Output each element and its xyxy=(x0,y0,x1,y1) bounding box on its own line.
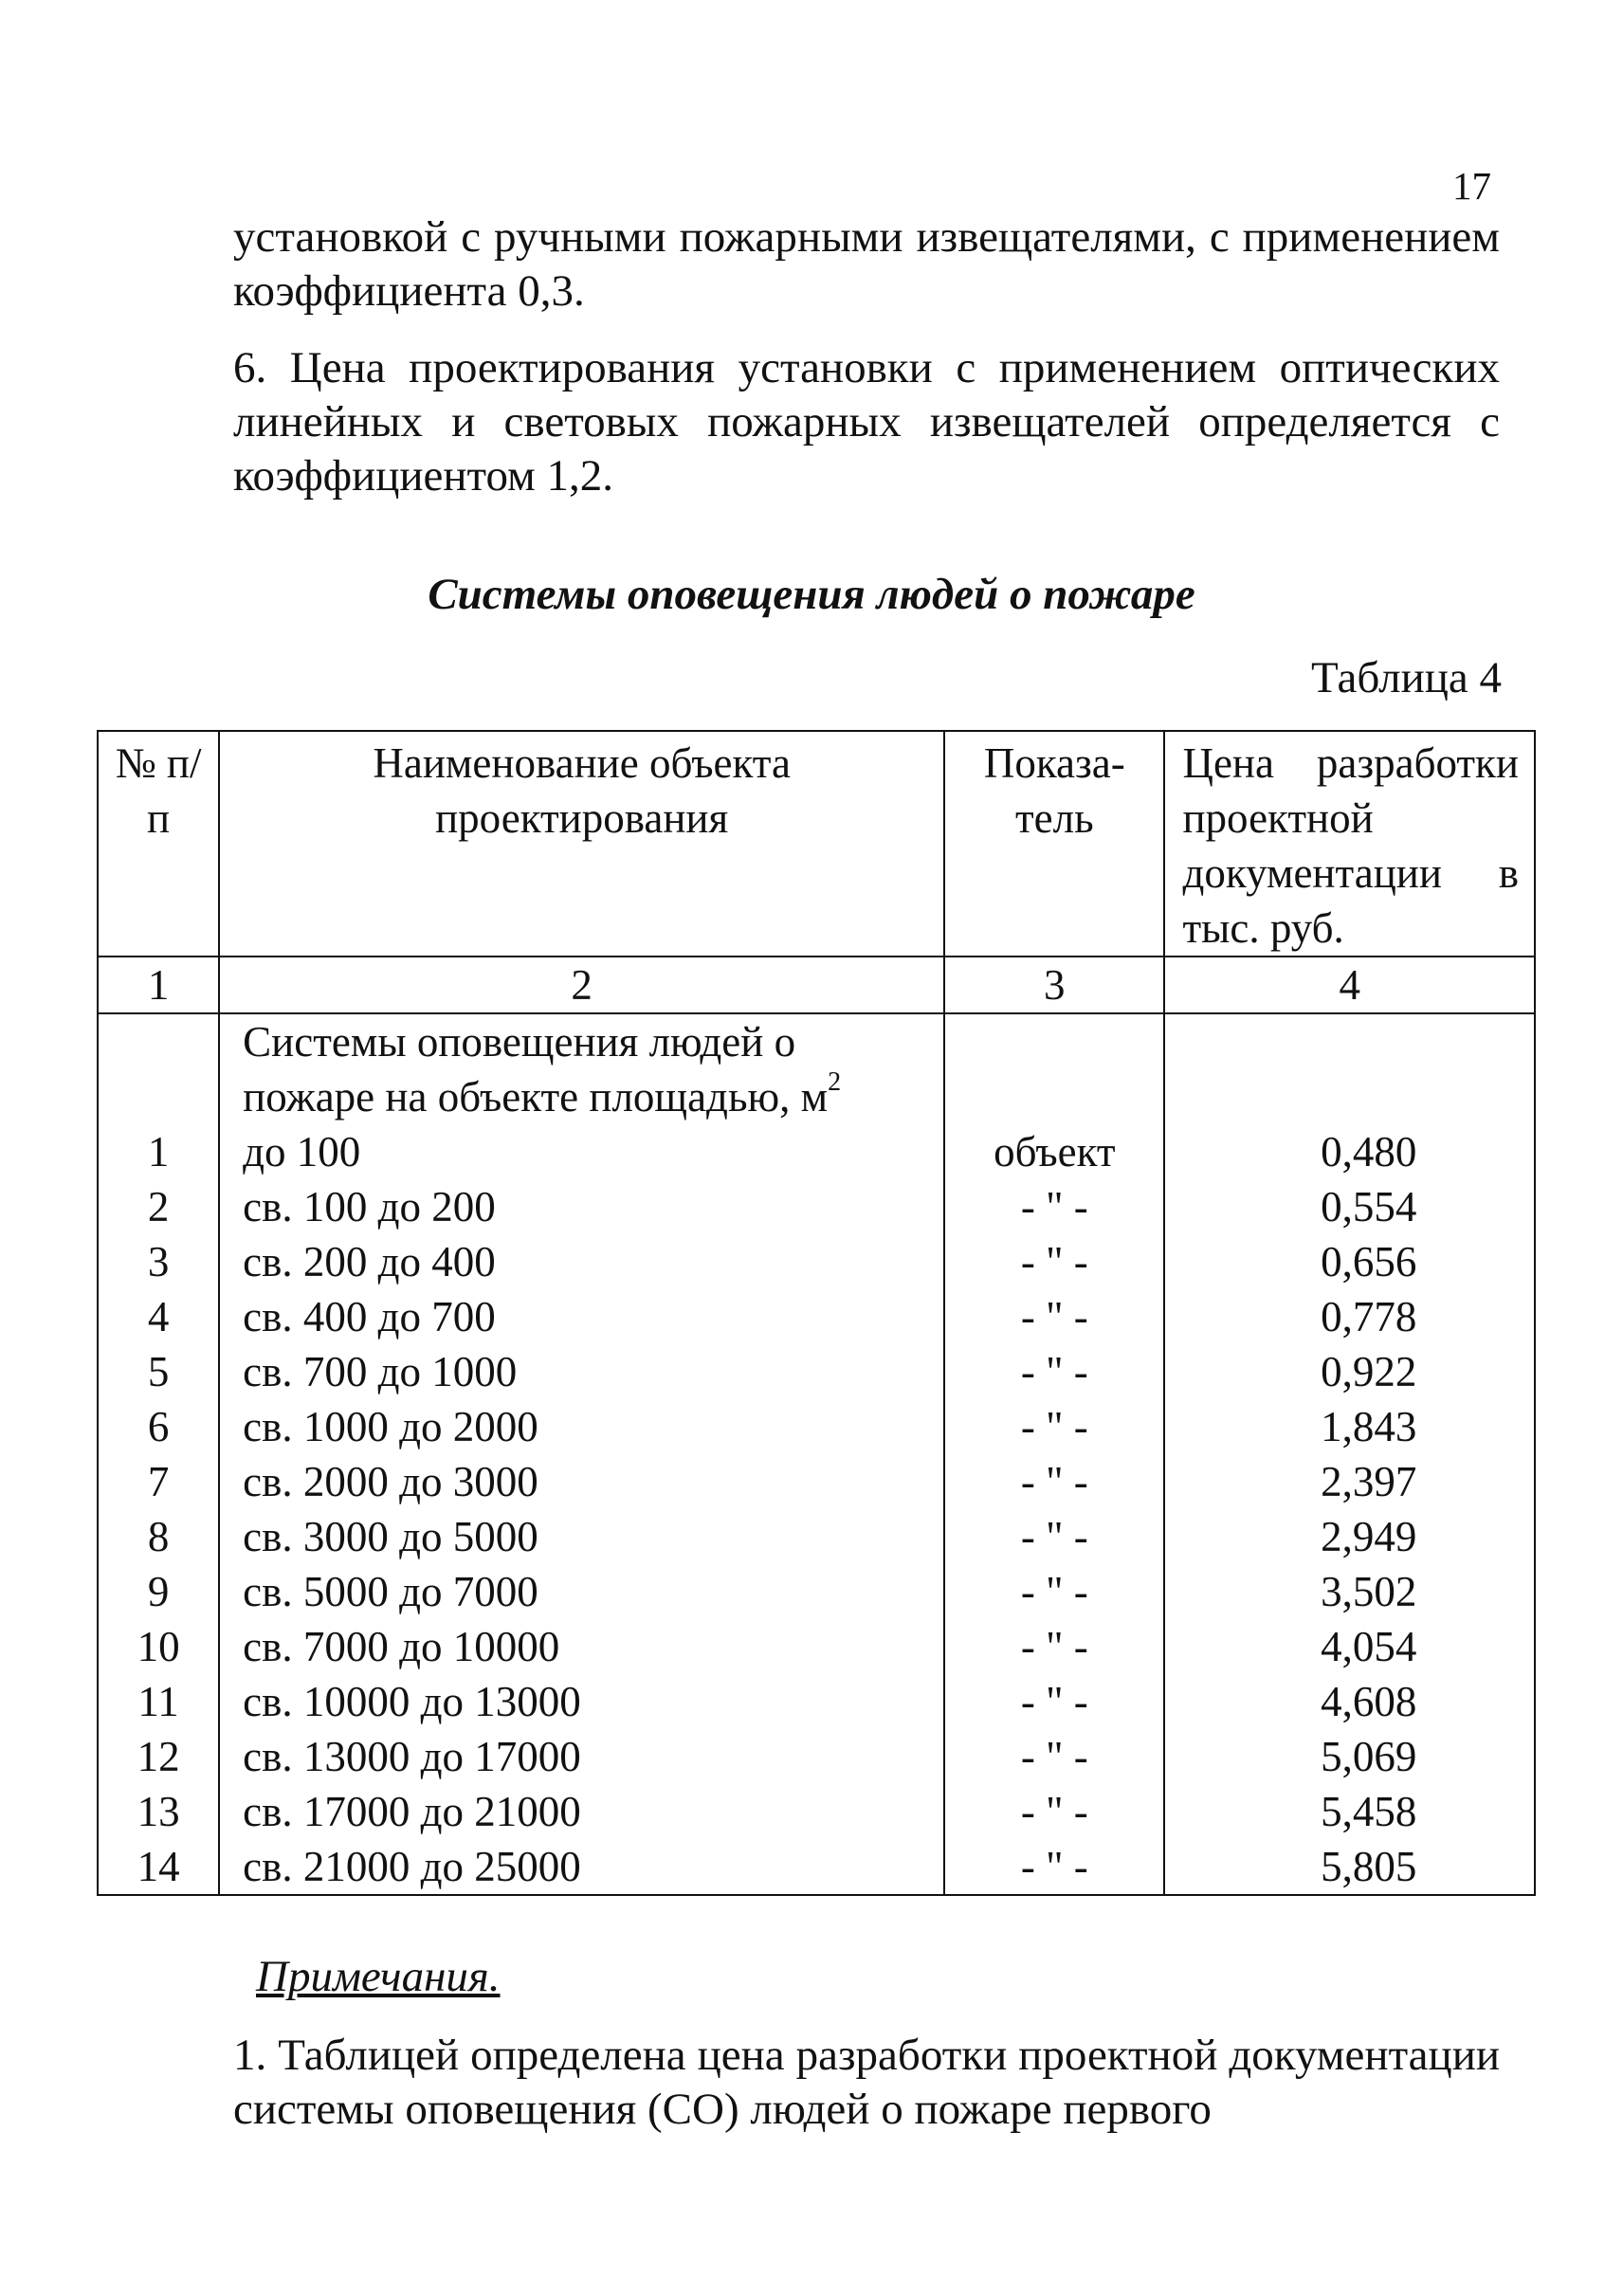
column-number: 4 xyxy=(1164,957,1535,1013)
table-body xyxy=(98,1013,1535,1895)
section-title: Системы оповещения людей о пожаре xyxy=(428,570,1195,619)
row-object-name: св. 10000 до 13000 xyxy=(243,1678,581,1725)
column-number: 2 xyxy=(219,957,944,1013)
row-price: 5,805 xyxy=(1321,1843,1417,1890)
row-object-name: св. 200 до 400 xyxy=(243,1238,496,1285)
group-label: Системы оповещения людей о пожаре на объекте площадью, $м^2$ xyxy=(243,1018,842,1121)
row-price: 4,608 xyxy=(1321,1678,1417,1725)
note-1: 1. Таблицей определена цена разработки проектной документации системы оповещения (СО) людей о пожаре первого xyxy=(233,2031,1500,2134)
row-object-name: св. 17000 до 21000 xyxy=(243,1788,581,1835)
row-price: 0,922 xyxy=(1321,1348,1417,1395)
paragraph-item-6: 6. Цена проектирования установки с применением оптических линейных и световых пожарных извещателей определяется с коэффициентом 1,2. xyxy=(233,343,1500,501)
row-indicator: - " - xyxy=(1020,1733,1088,1780)
header-object-name: Наименование объекта проектирования xyxy=(219,731,944,957)
column-number: 1 xyxy=(98,957,219,1013)
row-price: 5,458 xyxy=(1321,1788,1417,1835)
row-indicator: - " - xyxy=(1020,1293,1088,1340)
row-number: 8 xyxy=(147,1513,170,1560)
column-numbers-row xyxy=(98,957,1535,1013)
row-object-name: св. 100 до 200 xyxy=(243,1183,496,1230)
header-indicator: Показатель xyxy=(944,731,1164,957)
superscript-2: 2 xyxy=(828,1067,842,1097)
row-price: 5,069 xyxy=(1321,1733,1417,1780)
row-indicator: - " - xyxy=(1020,1403,1088,1450)
row-object-name: св. 13000 до 17000 xyxy=(243,1733,581,1780)
row-price: 3,502 xyxy=(1321,1568,1417,1615)
row-indicator: - " - xyxy=(1020,1623,1088,1670)
row-object-name: св. 5000 до 7000 xyxy=(243,1568,538,1615)
row-indicator: - " - xyxy=(1020,1843,1088,1890)
row-number: 10 xyxy=(137,1623,180,1670)
row-object-name: св. 700 до 1000 xyxy=(243,1348,518,1395)
table-header-row xyxy=(98,731,1535,957)
row-number: 4 xyxy=(147,1293,170,1340)
row-number: 13 xyxy=(137,1788,180,1835)
row-object-name: св. 7000 до 10000 xyxy=(243,1623,560,1670)
name-column xyxy=(219,1013,944,1895)
column-number: 3 xyxy=(944,957,1164,1013)
header-price: Цена разработки проектной документации в тыс. руб. xyxy=(1164,731,1535,957)
row-price: 0,656 xyxy=(1321,1238,1417,1285)
row-number: 3 xyxy=(147,1238,170,1285)
price-column xyxy=(1164,1013,1535,1895)
row-object-name: св. 3000 до 5000 xyxy=(243,1513,538,1560)
row-price: 2,397 xyxy=(1321,1458,1417,1505)
row-number: 12 xyxy=(137,1733,180,1780)
row-price: 2,949 xyxy=(1321,1513,1417,1560)
paragraph-continuation: установкой с ручными пожарными извещателями, с применением коэффициента 0,3. xyxy=(233,212,1500,316)
row-number: 5 xyxy=(147,1348,170,1395)
table-label: Таблица 4 xyxy=(1310,653,1502,702)
row-indicator: - " - xyxy=(1020,1513,1088,1560)
row-price: 0,480 xyxy=(1321,1128,1417,1175)
row-indicator: - " - xyxy=(1020,1183,1088,1230)
page-number: 17 xyxy=(1452,164,1491,208)
header-number: № п/п xyxy=(98,731,219,957)
price-table xyxy=(97,730,1536,1896)
indicator-column xyxy=(944,1013,1164,1895)
row-indicator: объект xyxy=(994,1128,1116,1175)
row-indicator: - " - xyxy=(1020,1788,1088,1835)
row-indicator: - " - xyxy=(1020,1568,1088,1615)
row-price: 1,843 xyxy=(1321,1403,1417,1450)
row-price: 4,054 xyxy=(1321,1623,1417,1670)
row-number: 14 xyxy=(137,1843,180,1890)
row-indicator: - " - xyxy=(1020,1348,1088,1395)
row-number: 11 xyxy=(137,1678,179,1725)
number-column xyxy=(98,1013,219,1895)
row-number: 7 xyxy=(147,1458,170,1505)
row-indicator: - " - xyxy=(1020,1458,1088,1505)
row-number: 1 xyxy=(147,1128,170,1175)
row-indicator: - " - xyxy=(1020,1238,1088,1285)
row-number: 9 xyxy=(147,1568,170,1615)
row-object-name: св. 2000 до 3000 xyxy=(243,1458,538,1505)
row-object-name: св. 21000 до 25000 xyxy=(243,1843,581,1890)
row-indicator: - " - xyxy=(1020,1678,1088,1725)
row-object-name: св. 400 до 700 xyxy=(243,1293,496,1340)
row-price: 0,778 xyxy=(1321,1293,1417,1340)
row-number: 6 xyxy=(147,1403,170,1450)
row-number: 2 xyxy=(147,1183,170,1230)
row-object-name: св. 1000 до 2000 xyxy=(243,1403,538,1450)
row-price: 0,554 xyxy=(1321,1183,1417,1230)
row-object-name: до 100 xyxy=(243,1128,361,1175)
notes-title: Примечания. xyxy=(256,1952,501,2001)
